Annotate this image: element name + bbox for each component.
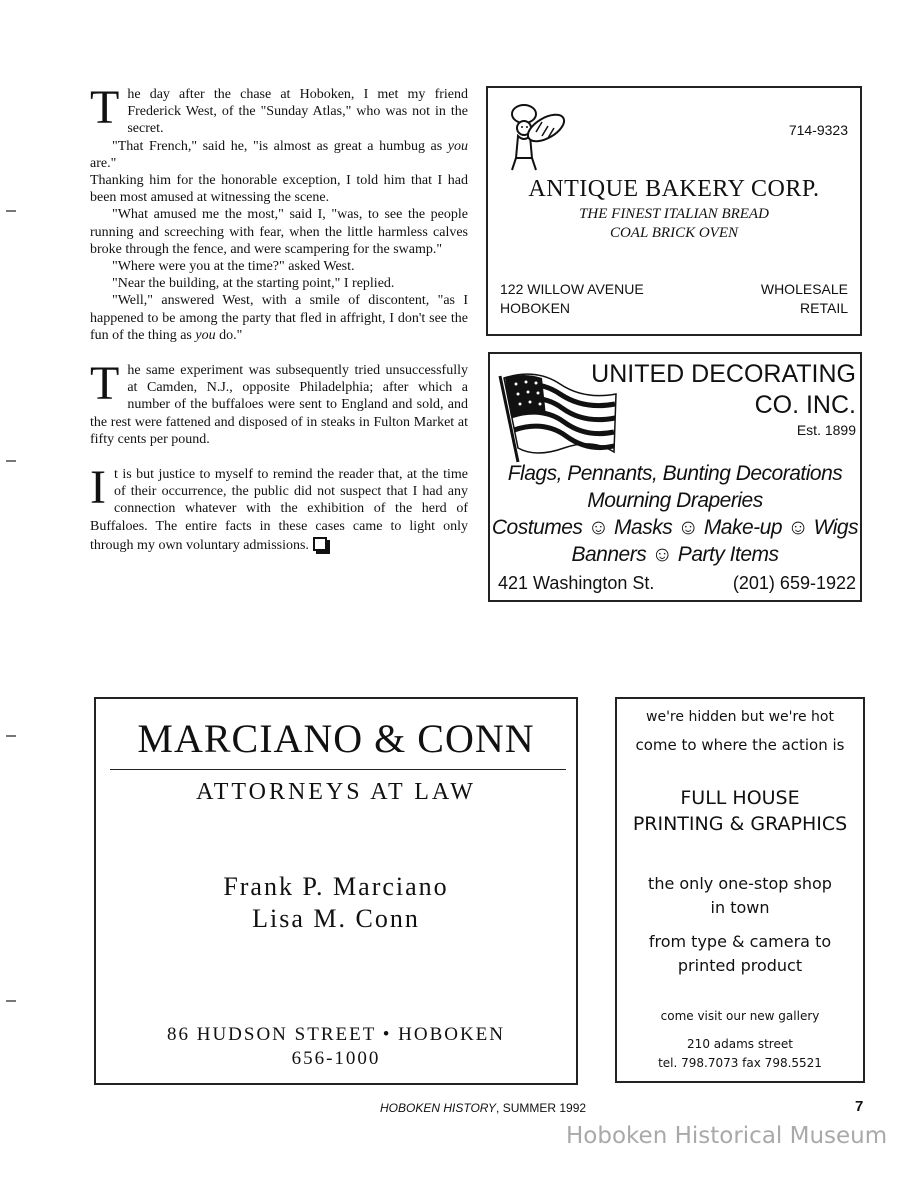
drop-cap: T — [90, 357, 120, 411]
printing-slogan: we're hidden but we're hot — [646, 709, 834, 725]
printing-pitch: printed product — [677, 956, 803, 975]
law-firm-phone: 656-1000 — [291, 1048, 381, 1069]
bakery-address: 122 WILLOW AVENUE HOBOKEN — [500, 281, 644, 316]
margin-tick — [6, 1000, 16, 1002]
article-paragraph: The day after the chase at Hoboken, I met my friend Frederick West, of the "Sunday Atlas," who was not in the secret. — [90, 81, 468, 137]
decorating-phone: (201) 659-1922 — [732, 573, 856, 593]
bakery-phone: 714-9323 — [788, 122, 848, 138]
footer-publication: HOBOKEN HISTORY, SUMMER 1992 — [380, 1101, 587, 1115]
printing-pitch: from type & camera to — [648, 932, 832, 951]
printing-pitch: the only one-stop shop — [648, 874, 832, 893]
bakery-ad — [486, 86, 862, 336]
bakery-sales-type: WHOLESALE RETAIL — [760, 281, 848, 316]
decorating-services: Costumes ☺ Masks ☺ Make-up ☺ Wigs — [491, 516, 859, 539]
drop-cap: T — [90, 81, 120, 134]
law-firm-ad — [94, 697, 578, 1085]
printing-pitch: in town — [710, 898, 770, 917]
margin-tick — [6, 210, 16, 212]
chef-icon — [502, 102, 566, 174]
law-firm-subtitle: ATTORNEYS AT LAW — [196, 779, 476, 805]
law-firm-address: 86 HUDSON STREET • HOBOKEN — [166, 1024, 506, 1045]
watermark: Hoboken Historical Museum — [566, 1123, 888, 1149]
decorating-services: Flags, Pennants, Bunting Decorations — [507, 462, 843, 485]
printing-name: PRINTING & GRAPHICS — [632, 813, 848, 835]
decorating-address: 421 Washington St. — [498, 573, 655, 593]
printing-ad — [615, 697, 865, 1083]
decorating-name: UNITED DECORATING — [591, 360, 856, 388]
page-number: 7 — [855, 1098, 864, 1115]
decorating-services: Banners ☺ Party Items — [571, 543, 779, 566]
article-paragraph: "Where were you at the time?" asked West. — [112, 259, 355, 275]
drop-cap: I — [90, 461, 106, 515]
decorating-name: CO. INC. — [754, 391, 856, 419]
article-paragraph: "Near the building, at the starting point," I replied. — [112, 276, 395, 292]
printing-contact: tel. 798.7073 fax 798.5521 — [658, 1056, 822, 1070]
divider — [110, 769, 566, 770]
bakery-name: ANTIQUE BAKERY CORP. — [528, 176, 820, 202]
margin-tick — [6, 735, 16, 737]
decorating-established: Est. 1899 — [796, 422, 856, 438]
law-firm-name: MARCIANO & CONN — [137, 716, 535, 761]
article-paragraph: "That French," said he, "is almost as great a humbug as you are." — [90, 138, 468, 171]
printing-slogan: come to where the action is — [635, 736, 845, 754]
article-column — [90, 81, 468, 554]
printing-gallery: come visit our new gallery — [660, 1009, 820, 1023]
bakery-tagline: COAL BRICK OVEN — [609, 225, 739, 241]
bakery-tagline: THE FINEST ITALIAN BREAD — [579, 206, 769, 222]
margin-tick — [6, 460, 16, 462]
decorating-services: Mourning Draperies — [587, 489, 763, 512]
article-paragraph: "What amused me the most," said I, "was, to see the people running and screeching with fear, when the little harmless calves broke through the fence, and were scampering for the swamp." — [90, 207, 468, 257]
article-paragraph: It is but justice to myself to remind the reader that, at the time of their occurrence, the public did not suspect that I had any connection whatever with the exhibition of the herd of Buffaloes. The entire facts in these cases came to light only through my own voluntary admissions. — [90, 461, 468, 553]
partner-name: Frank P. Marciano — [223, 872, 449, 901]
article-paragraph: "Well," answered West, with a smile of discontent, "as I happened to be among the party that fled in affright, I don't see the fun of the thing as you do." — [90, 293, 468, 343]
end-mark-icon — [313, 537, 327, 551]
article-paragraph: Thanking him for the honorable exception, I told him that I had been most amused at witnessing the scene. — [90, 173, 468, 206]
article-paragraph: The same experiment was subsequently tried unsuccessfully at Camden, N.J., opposite Philadelphia; after which a number of the buffaloes were sent to England and sold, and the rest were fattened and disposed of in steaks in Fulton Market at fifty cents per pound. — [90, 357, 468, 447]
printing-name: FULL HOUSE — [680, 787, 800, 809]
printing-address: 210 adams street — [687, 1037, 793, 1051]
partner-name: Lisa M. Conn — [252, 904, 420, 933]
decorating-ad — [488, 352, 862, 602]
